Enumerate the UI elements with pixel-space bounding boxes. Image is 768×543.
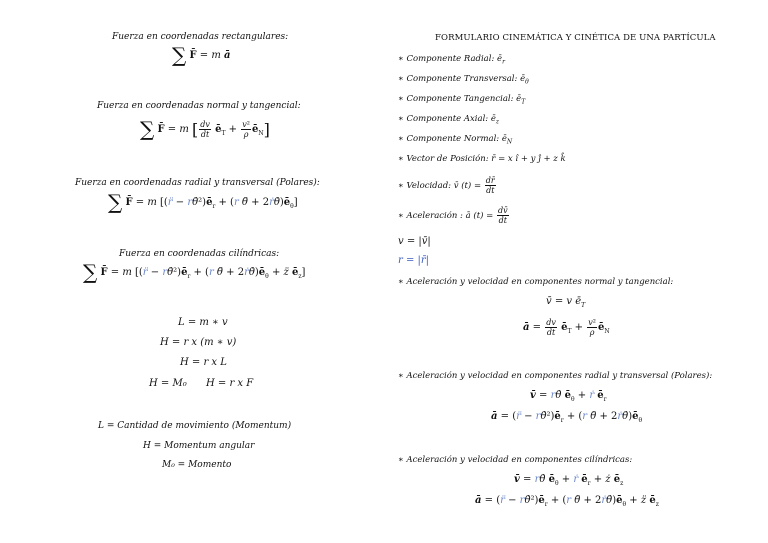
polar-velocity: v̄ = rθ̇ $ē_\theta$ + ṙ $ē_r$: [530, 390, 607, 403]
item-tangential: ∗ Componente Tangencial: $ē_T$: [398, 94, 526, 106]
H-equation-2: H = r x L: [180, 357, 227, 368]
def-M: M₀ = Momento: [162, 460, 232, 470]
r-magnitude: r = |r̄|: [398, 255, 430, 266]
cyl-equation: ∑ F̄ = m [(r̈ − $r\thetȧ^2)ē_r + (r$ θ̈ + $2ṙ\thetȧ)ē_\theta$ + z̈ $ē_z$]: [83, 260, 306, 284]
rect-caption: Fuerza en coordenadas rectangulares:: [112, 32, 289, 42]
polar-equation: ∑ F̄ = m [(r̈ − $r\thetȧ^2)ē_r + (r$ θ̈ + $2ṙ\thetȧ)ē_\theta$]: [108, 190, 298, 214]
cyl-acceleration: ā = (r̈ − $r\thetȧ^2)ē_r + (r$ θ̈ + $2ṙ\thetȧ)ē_\theta$ + z̈ $ē_z$: [475, 495, 659, 508]
item-normal: ∗ Componente Normal: $ē_N$: [398, 134, 513, 146]
cyl-velocity: v̄ = rθ̇ $ē_\theta$ + ṙ $ē_r$ + ż $ē_z$: [514, 474, 624, 487]
polar-kin-caption: ∗ Aceleración y velocidad en componentes radial y transversal (Polares):: [398, 371, 713, 381]
def-H: H = Momentum angular: [143, 441, 255, 451]
H-equation-3b: H = r x F: [206, 378, 254, 389]
item-transversal: ∗ Componente Transversal: $ē_\theta$: [398, 74, 529, 86]
rect-equation: ∑ F̄ = m ā: [172, 43, 231, 67]
normal-equation: ∑ F̄ = m [ $\frac{dv}{dt}$ $ē_T$ + $\frac{\text{v²}}{\rho}$ $ē_N$]: [140, 117, 270, 141]
cyl-caption: Fuerza en coordenadas cilíndricas:: [119, 249, 280, 259]
polar-caption: Fuerza en coordenadas radial y transversal (Polares):: [75, 178, 320, 188]
normal-caption: Fuerza en coordenadas normal y tangencial:: [97, 101, 301, 111]
item-position: ∗ Vector de Posición: r̄ = x î + y ĵ + z k̂: [398, 154, 566, 164]
cyl-kin-caption: ∗ Aceleración y velocidad en componentes cilíndricas:: [398, 455, 633, 465]
L-equation: L = m ∗ v: [178, 317, 228, 328]
nt-velocity: v̄ = v $ē_T$: [546, 296, 586, 309]
nt-acceleration: ā = $\frac{dv}{dt}$ $ē_T$ + $\frac{\text{v²}}{\rho}$ $ē_N$: [523, 318, 610, 337]
item-velocity: ∗ Velocidad: v̄ (t) = $\frac{dr̄}{dt}$: [398, 176, 495, 195]
item-acceleration: ∗ Aceleración : ā (t) = $\frac{dv̄}{dt}$: [398, 206, 508, 225]
H-equation-3a: H = M₀: [149, 378, 187, 389]
def-L: L = Cantidad de movimiento (Momentum): [98, 421, 292, 431]
nt-caption: ∗ Aceleración y velocidad en componentes normal y tangencial:: [398, 277, 674, 287]
item-axial: ∗ Componente Axial: $ē_z$: [398, 114, 500, 126]
v-magnitude: v = |v̄|: [398, 236, 431, 247]
item-radial: ∗ Componente Radial: $ē_r$: [398, 54, 505, 66]
H-equation-1: H = r x (m ∗ v): [160, 337, 237, 348]
page-title: FORMULARIO CINEMÁTICA Y CINÉTICA DE UNA PARTÍCULA: [435, 33, 716, 43]
polar-acceleration: ā = (r̈ − $r\thetȧ^2)ē_r + (r$ θ̈ + $2ṙ\thetȧ)ē_\theta$: [491, 411, 643, 424]
